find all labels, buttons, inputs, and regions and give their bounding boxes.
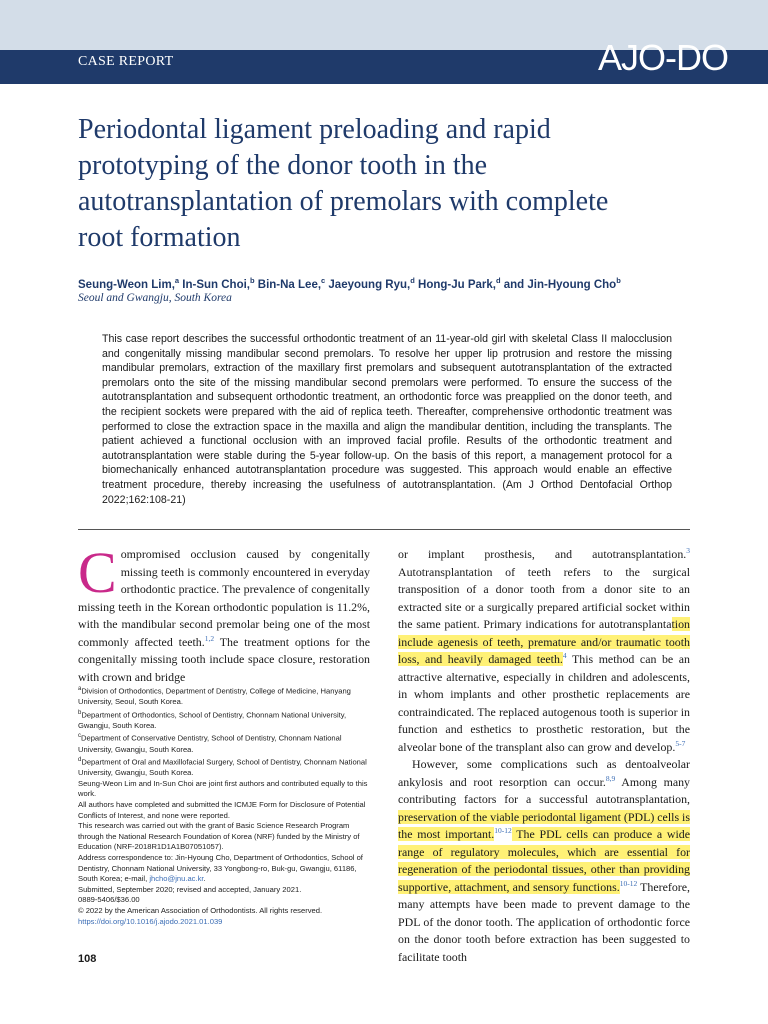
article-title: Periodontal ligament preloading and rapid prototyping of the donor tooth in the autotransplantation of premolars with complete root formation (78, 114, 609, 253)
citation-link[interactable]: 3 (686, 546, 690, 556)
highlighted-text: tion include agenesis of teeth, premature and/or traumatic tooth loss, and heavily damaged teeth. (398, 617, 690, 666)
drop-cap: C (78, 540, 117, 605)
body-paragraph: However, some complications such as dentoalveolar ankylosis and root resorption can occur.$^{8,9}$ Among many contributing factors for a successful autotransplantation, preservation of the viable periodontal ligament (PDL) cells is the most important.$^{10-12}$ The PDL cells can produce a wide range of regulatory molecules, which are essential for regeneration of the periodontal tissues, other than providing supportive, attachment, and sensory functions.$^{10-12}$ Therefore, many attempts have been made to prevent damage to the PDL of the donor tooth. The application of orthodontic force on the donor tooth before extraction has been suggested to facilitate tooth (398, 757, 690, 964)
footnote-copyright: © 2022 by the American Association of Orthodontists. All rights reserved. (78, 906, 323, 915)
footnote-funding: This research was carried out with the grant of Basic Science Research Program through the National Research Foundation of Korea (NRF) funded by the Ministry of Education (NRF-2018R1D1A1B07051057). (78, 821, 360, 852)
author-name: Seung-Weon Lim, (78, 278, 175, 291)
author-affiliation-marker: c (321, 276, 326, 285)
footnote-affiliation: $^c$Department of Conservative Dentistry, School of Dentistry, Chonnam National University, Gwangju, South Korea. (78, 733, 342, 754)
email-link[interactable]: jhcho@jnu.ac.kr (149, 874, 204, 884)
footnotes (78, 684, 370, 927)
citation-link[interactable]: 4 (562, 651, 567, 661)
journal-logo[interactable]: AJO-DO (597, 37, 728, 78)
body-paragraph: or implant prosthesis, and autotransplantation.$^3$ Autotransplantation of teeth refers to the surgical transposition of a donor tooth from a donor site to an extracted site or a surgically prepared artificial socket within the same patient. Primary indications for autotransplantation include agenesis of teeth, premature and/or traumatic tooth loss, and heavily damaged teeth.$^4$ This method can be an attractive alternative, especially in children and adolescents, in whom implants and other prosthetic replacements are contraindicated. The replaced autogenous tooth is superior in function and esthetics to prosthetic restoration, but the alveolar bone of the transplant also can grow and develop.$^{5-7}$ (398, 546, 690, 754)
citation-link[interactable]: 10-12 (619, 878, 638, 888)
citation-link[interactable]: 1,2 (204, 633, 215, 643)
body-column-right (398, 546, 690, 966)
doi-link[interactable]: https://doi.org/10.1016/j.ajodo.2021.01.039 (78, 916, 223, 926)
author-affiliation-marker: d (495, 276, 501, 285)
citation-link[interactable]: 8,9 (605, 773, 616, 783)
body-paragraph (78, 540, 370, 686)
body-text: The treatment options for the congenitally missing tooth include space closure, restoration with crown and bridge (78, 634, 370, 684)
highlighted-text: The PDL cells can produce a wide range of regulatory molecules, which are essential for regeneration of the periodontal tissues, other than providing supportive, attachment, and sensory functions. (398, 827, 690, 894)
footnote-affiliation: $^a$Division of Orthodontics, Department of Dentistry, College of Medicine, Hanyang University, Seoul, South Korea. (78, 686, 351, 707)
author-name: Bin-Na Lee, (254, 278, 322, 291)
abstract-divider (78, 529, 690, 530)
highlighted-text: preservation of the viable periodontal ligament (PDL) cells is the most important. (398, 809, 690, 841)
footnote-correspondence: Address correspondence to: Jin-Hyoung Cho, Department of Orthodontics, School of Dentistry, Chonnam National University, 33 Yongbong-ro, Buk-gu, Gwangju, 61186, South Korea; e-mail, jhcho@jnu.ac.kr. (78, 853, 363, 884)
author-name: In-Sun Choi, (179, 278, 250, 291)
author-affiliation-marker: a (174, 276, 180, 285)
footnote-dates: Submitted, September 2020; revised and accepted, January 2021. (78, 884, 302, 894)
citation-link[interactable]: 5-7 (675, 738, 686, 748)
footnote-joint-authors: Seung-Weon Lim and In-Sun Choi are joint first authors and contributed equally to this work. (78, 778, 368, 799)
abstract: This case report describes the successful orthodontic treatment of an 11-year-old girl with skeletal Class II malocclusion and congenitally missing mandibular second premolars. To resolve her upper lip protrusion and restore the missing mandibular premolars, extraction of the maxillary first premolars and subsequent autotransplantation of the extracted premolars onto the site of the missing mandibular second premolars were performed. To ensure the success of the autotransplantation and subsequent orthodontic treatment, an orthodontic force was preapplied on the donor teeth, and the recipient sockets were prepared with the aid of replica teeth. Thereafter, comprehensive orthodontic treatment was performed to close the extraction space in the maxilla and align the mandibular dentition, including the transplants. The patient achieved a functional occlusion with an improved facial profile. Results of the orthodontic treatment and autotransplantation were stable during the 5-year follow-up. On the basis of this report, a management protocol for a biomechanically enhanced autotransplantation procedure was suggested. This approach would enable an effective treatment procedure, thereby increasing the usefulness of autotransplantation. (Am J Orthod Dentofacial Orthop 2022;162:108-21) (102, 333, 672, 506)
footnote-affiliation: $^d$Department of Oral and Maxillofacial Surgery, School of Dentistry, Chonnam National University, Gwangju, South Korea. (78, 757, 367, 778)
page-number: 108 (78, 953, 97, 965)
author-location: Seoul and Gwangju, South Korea (78, 292, 232, 304)
author-affiliation-marker: d (410, 276, 415, 285)
footnote-conflicts: All authors have completed and submitted the ICMJE Form for Disclosure of Potential Conflicts of Interest, and none were reported. (78, 800, 366, 820)
section-label: CASE REPORT (78, 54, 174, 69)
author-affiliation-marker: b (249, 276, 255, 285)
footnote-affiliation: $^b$Department of Orthodontics, School of Dentistry, Chonnam National University, Gwangju, South Korea. (78, 709, 347, 730)
author-name: Jaeyoung Ryu, (325, 278, 411, 291)
body-column-left (78, 540, 370, 686)
author-name: Hong-Ju Park, (414, 278, 496, 291)
author-affiliation-marker: b (616, 276, 621, 285)
author-list (78, 276, 718, 291)
body-text: ompromised occlusion caused by congenitally missing teeth is commonly encountered in everyday orthodontic practice. The prevalence of congenitally missing teeth in the Korean orthodontic population is 11.2%, with the mandibular second premolar being one of the most commonly affected teeth. (78, 547, 370, 649)
author-name: and Jin-Hyoung Cho (500, 278, 617, 291)
citation-link[interactable]: 10-12 (494, 826, 512, 836)
footnote-issn: 0889-5406/$36.00 (78, 895, 140, 905)
